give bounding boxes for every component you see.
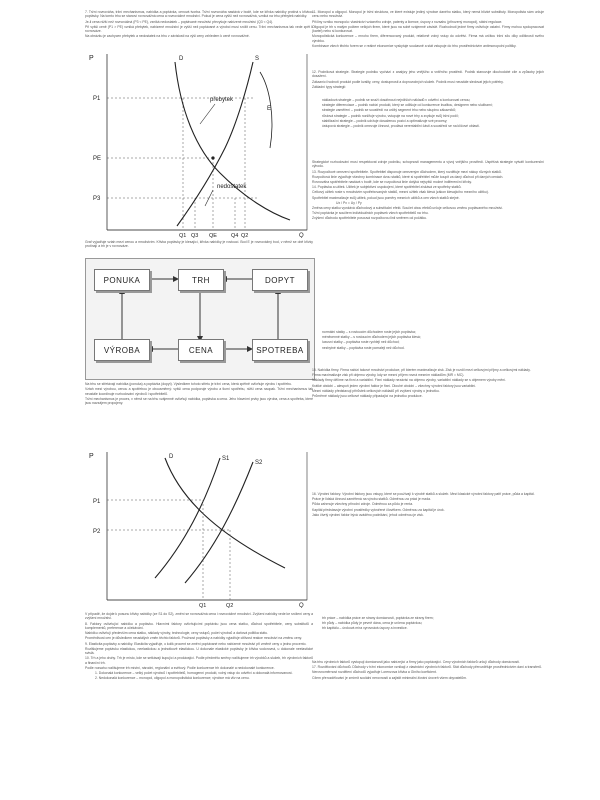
paragraph: Na trhu výrobních faktorů vystupují domácnosti jako nabízející a firmy jako poptávající. Ceny výrobních faktorů určují důchody domácností. <box>312 660 521 664</box>
surplus-pointer <box>200 104 215 124</box>
left-middle-text <box>85 382 313 444</box>
label-e: E <box>267 106 272 112</box>
paragraph: Jako čtvrtý výrobní faktor bývá uváděno podnikání, jehož odměnou je zisk. <box>312 512 424 517</box>
factor-market-list <box>312 616 544 656</box>
right-block-5 <box>312 492 544 612</box>
right-block-3 <box>312 160 544 328</box>
paragraph: Kombinace všech těchto forem se v reálné ekonomice vyskytuje současně a stát vstupuje do trhu prostřednictvím antimonopolní politiky. <box>312 44 517 49</box>
list-item: strategie zaměření – podnik se soustředí na určitý segment trhu nebo skupinu zákazníků; <box>322 108 457 113</box>
paragraph: Krátké období – alespoň jeden výrobní faktor je fixní. Dlouhé období – všechny výrobní faktory jsou variabilní. <box>312 383 477 388</box>
left-intro-text <box>85 10 313 46</box>
box-ponuka: PONUKA <box>94 269 150 291</box>
list-item: nákladová strategie – podnik se snaží dosáhnout nejnižších nákladů v odvětví a konkurovat cenou; <box>322 98 471 102</box>
tick-p1: P1 <box>93 96 101 102</box>
paragraph: Rozlišujeme poptávku elastickou, neelastickou a jednotkově elastickou. U dokonale elastické poptávky je křivka vodorovná, u dokonale neelastické svislá. <box>85 646 313 656</box>
list-item: normální statky – s rostoucím důchodem roste jejich poptávka; <box>322 330 416 334</box>
paragraph: Rozpočtová linie vyjadřuje všechny kombinace dvou statků, které si spotřebitel může koupit za daný důchod při daných cenách. <box>312 174 504 179</box>
tick-pe: PE <box>93 156 102 162</box>
paragraph: 16. Výrobní faktory. Výrobní faktory jsou vstupy, které se používají k výrobě statků a služeb. Mezi klasické výrobní faktory patří práce, půda a kapitál. <box>312 492 535 496</box>
paragraph: Rovnováha spotřebitele nastává v bodě, kde se rozpočtová linie dotýká nejvyšší možné indiferenční křivky. <box>312 180 472 185</box>
paragraph: Tržní poptávka je součtem individuálních poptávek všech spotřebitelů na trhu. <box>312 211 429 216</box>
list-item: strategie diferenciace – podnik nabízí produkt, který se odlišuje od konkurence kvalitou, designem nebo službami; <box>322 103 493 108</box>
label-shortage: nedostatek <box>217 184 247 190</box>
demand-curve <box>175 62 290 220</box>
box-trh: TRH <box>178 269 224 291</box>
tick-p3: P3 <box>93 196 101 202</box>
paragraph: Monopolistická konkurence – mnoho firem, diferencovaný produkt, relativně volný vstup do odvětví. Firma má určitou tržní sílu díky odlišnosti svého výrobku. <box>312 34 544 43</box>
box-spotreba: SPOTREBA <box>252 339 308 361</box>
list-item: trh práce – nabídka práce ze strany domácností, poptávka ze strany firem; <box>322 616 434 620</box>
paragraph: Zvýšení důchodu spotřebitele posouvá rozpočtovou linii směrem od počátku. <box>312 216 427 221</box>
paragraph: Oligopol je trh s malým počtem velkých firem, které jsou na sobě vzájemně závislé. Rozhodnutí jedné firmy ovlivňuje ostatní. Firmy mohou spolupracovat (kartel) nebo si konkurovat. <box>312 24 544 34</box>
tick-q1: Q1 <box>179 233 187 238</box>
box-vyroba: VÝROBA <box>94 339 150 361</box>
right-block-2 <box>312 70 544 96</box>
left-caption-1 <box>85 240 313 254</box>
supply-curve <box>177 62 253 226</box>
supply-shift-graph <box>85 448 313 608</box>
paragraph: Vztah mezi výrobou, cenou a spotřebou je obousměrný: vyšší cena podporuje výrobu a tlumí spotřebu, nižší cena naopak. Tržní mechanismus tak neustále koordinuje rozhodování výrobců i spotřebitelů. <box>85 387 313 396</box>
graph-1-svg <box>85 48 313 238</box>
graph-2-svg <box>85 448 313 608</box>
axis-q-label: Q <box>299 233 304 238</box>
right-block-1 <box>312 10 544 68</box>
paragraph: Tržní mechanismus je proces, v němž se na trhu vzájemně ovlivňují nabídka, poptávka a cena. Jeho hlavními prvky jsou výroba, cena a spotřeba, které jsou navzájem propojeny. <box>85 396 313 406</box>
demand-curve <box>165 458 285 568</box>
list-item: trh půdy – nabídka půdy je pevně dána, cena je určena poptávkou; <box>322 621 423 626</box>
paragraph: Nerovnoměrnost rozdělení důchodů vyjadřuje Lorenzova křivka a Giniho koeficient. <box>312 670 437 675</box>
tick-q1: Q1 <box>199 603 207 608</box>
paragraph: Podle rozsahu rozlišujeme trh místní, národní, regionální a světový. Podle konkurence trh dokonalé a nedokonalé konkurence. <box>85 666 275 671</box>
label-d: D <box>179 56 184 62</box>
paragraph: 1. Dokonalá konkurence – velký počet výrobců i spotřebitelů, homogenní produkt, volný vstup do odvětví a dokonalá informovanost. <box>95 671 293 676</box>
paragraph: 12. Podniková strategie. Strategie podniku vychází z analýzy jeho vnějšího a vnitřního prostředí. Podnik stanovuje dlouhodobé cíle a způsoby jejich dosažení. <box>312 70 544 79</box>
list-item: luxusní statky – poptávka roste rychleji než důchod; <box>322 340 400 345</box>
paragraph: Spotřebitel maximalizuje svůj užitek, pokud jsou poměry mezních užitků a cen všech statků stejné. <box>312 195 460 200</box>
paragraph: Práce je lidská činnost zaměřená na výrobu statků. Odměnou za práci je mzda. <box>312 497 431 502</box>
paragraph: 13. Rozpočtové omezení spotřebitele. Spotřebitel disponuje omezeným důchodem, který rozděluje mezi nákup různých statků. <box>312 169 502 174</box>
paragraph: 11. Monopol a oligopol. Monopol je tržní struktura, ve které existuje jediný výrobce daného statku, který nemá blízké substituty. Monopolista sám určuje cenu nebo množství. <box>312 10 544 19</box>
list-item: trh kapitálu – úroková míra vyrovnává úspory a investice. <box>322 626 408 631</box>
paragraph: Proměnlivost cen je důsledkem neustálých změn těchto faktorů. Pružnost poptávky a nabídky vyjadřuje citlivost reakce množství na změnu ceny. <box>85 636 303 641</box>
goods-list <box>312 330 544 364</box>
paragraph: Firma maximalizuje zisk při objemu výroby, kdy se mezní příjem rovná mezním nákladům (MR = MC). <box>312 373 465 378</box>
formula: Ux / Px = Uy / Py <box>336 200 362 205</box>
list-item: růstová strategie – podnik rozšiřuje výrobu, vstupuje na nové trhy a zvyšuje svůj tržní podíl; <box>322 113 459 118</box>
paragraph: Příčiny vzniku monopolu: vlastnictví vzácného zdroje, patenty a licence, úspory z rozsahu (přirozený monopol), státní regulace. <box>312 19 503 24</box>
list-item: stabilizační strategie – podnik udržuje dosaženou pozici a optimalizuje své procesy; <box>322 118 448 123</box>
paragraph: Nabídku ovlivňují především cena statku, náklady výroby, technologie, ceny vstupů, počet výrobců a daňová politika státu. <box>85 631 268 636</box>
tick-qe: QE <box>209 233 217 238</box>
paragraph: Náklady firmy dělíme na fixní a variabilní. Fixní náklady nezávisí na objemu výroby, variabilní náklady se s objemem výroby mění. <box>312 378 507 383</box>
strategy-list <box>312 98 544 158</box>
supply-curve-s2 <box>185 462 253 583</box>
frame <box>107 452 307 600</box>
paragraph: V případě, že dojde k posunu křivky nabídky (ze S1 do S2), změní se rovnovážná cena i rovnovážné množství. Zvýšení nabídky vede ke snížení ceny a zvýšení množství. <box>85 612 313 621</box>
box-cena: CENA <box>178 339 224 361</box>
frame <box>107 54 307 230</box>
paragraph: Kapitál představuje výrobní prostředky vytvořené člověkem. Odměnou za kapitál je úrok. <box>312 507 445 512</box>
tick-q2: Q2 <box>241 233 249 238</box>
list-item: ústupová strategie – podnik omezuje činnost, prodává nerentabilní části a soustředí se na klíčové oblasti. <box>322 124 480 129</box>
paragraph: 2. Nedokonalá konkurence – monopol, oligopol a monopolistická konkurence; výrobce má vliv na cenu. <box>95 676 250 681</box>
paragraph: 9. Elasticita poptávky a nabídky. Elasticita vyjadřuje, o kolik procent se změní poptávané nebo nabízené množství při změně ceny o jedno procento. <box>85 641 307 646</box>
paragraph: Základní typy strategií: <box>312 84 347 89</box>
paragraph: Průměrné náklady jsou celkové náklady připadající na jednotku produkce. <box>312 394 423 399</box>
list-item: nezbytné statky – poptávka roste pomaleji než důchod. <box>322 345 405 350</box>
paragraph: Celkový užitek roste s množstvím spotřebovaných statků, mezní užitek však klesá (zákon klesajícího mezního užitku). <box>312 190 489 195</box>
paragraph: 15. Nabídka firmy. Firma nabízí takové množství produkce, při kterém maximalizuje zisk. Zisk je rozdíl mezi celkovými příjmy a celkovými náklady. <box>312 368 531 372</box>
equilibrium-point <box>211 156 214 159</box>
paragraph: Zákazníci hodnotí produkt podle kvality, ceny, dostupnosti a doprovodných služeb. Podnik musí neustále sledovat jejich potřeby. <box>312 79 504 84</box>
paragraph: Je-li cena nižší než rovnovážná (P3 < PE), vzniká nedostatek – poptávané množství převyšuje nabízené množství (Q3 < Q4). <box>85 19 274 24</box>
paragraph: Mezní náklady představují přírůstek celkových nákladů při zvýšení výroby o jednotku. <box>312 388 440 393</box>
paragraph: Cílem přerozdělování je zmírnit sociální nerovnosti a zajistit minimální životní úroveň všem obyvatelům. <box>312 675 467 680</box>
paragraph: Půda zahrnuje všechny přírodní zdroje. Odměnou za půdu je renta. <box>312 502 414 507</box>
paragraph: 7. Tržní rovnováha, tržní mechanismus, nabídka a poptávka, cenová tvorba. Tržní rovnováha nastává v bodě, kde se křivka nabídky protíná s křivkou poptávky. Na tomto trhu se stanoví rovnovážná cena a rovnovážné množství. Pokud je cena vyšší než rovnovážná, vzniká na trhu přebytek nabídky. <box>85 10 313 19</box>
label-d: D <box>169 454 174 460</box>
left-bottom-text <box>85 612 313 792</box>
label-s2: S2 <box>255 460 263 466</box>
label-s: S <box>255 56 260 62</box>
market-flow-diagram <box>85 258 315 380</box>
paragraph: 8. Faktory ovlivňující nabídku a poptávku. Hlavními faktory ovlivňujícími poptávku jsou cena statku, důchod spotřebitele, ceny substitutů a komplementů, preference a očekávání. <box>85 621 313 631</box>
paragraph: Při vyšší ceně (P1 > PE) vzniká přebytek, nabízené množství je vyšší než poptávané a výrobci musí snížit cenu. Tržní mechanismus tak vede zpět k rovnováze. <box>85 24 313 34</box>
paragraph: 17. Rozdělování důchodů. Důchody v tržní ekonomice vznikají z vlastnictví výrobních faktorů. Stát důchody přerozděluje prostřednictvím daní a transferů. <box>312 665 542 670</box>
paragraph: Na trhu se střetávají nabídka (ponuka) a poptávka (dopyt). Výsledkem tohoto střetu je tržní cena, která zpětně ovlivňuje výrobu i spotřebu. <box>85 382 292 386</box>
paragraph: 14. Poptávka a užitek. Užitek je subjektivní uspokojení, které spotřebitel získává ze spotřeby statků. <box>312 185 462 190</box>
right-block-4 <box>312 368 544 488</box>
tick-q3: Q3 <box>191 233 199 238</box>
label-s1: S1 <box>222 456 230 462</box>
tick-p1: P1 <box>93 499 101 505</box>
supply-demand-graph-1 <box>85 48 313 238</box>
axis-p-label: P <box>89 55 94 62</box>
list-item: méněcenné statky – s rostoucím důchodem jejich poptávka klesá; <box>322 335 421 340</box>
paragraph: Na obrázku je zachycen přebytek a nedostatek na trhu v závislosti na výši ceny vzhledem k ceně rovnovážné. <box>85 34 250 39</box>
tick-p2: P2 <box>93 529 101 535</box>
axis-p-label: P <box>89 453 94 460</box>
paragraph: Strategické rozhodování musí respektovat zdroje podniku, schopnosti managementu a vývoj vnějšího prostředí. Úspěšná strategie vytváří konkurenční výhodu. <box>312 160 544 169</box>
paragraph: Změna ceny statku vyvolává důchodový a substituční efekt. Součet obou efektů určuje celkovou změnu poptávaného množství. <box>312 206 504 211</box>
tick-q4: Q4 <box>231 233 239 238</box>
paragraph: Graf vyjadřuje vztah mezi cenou a množstvím. Křivka poptávky je klesající, křivka nabídky je rostoucí. Bod E je rovnovážný bod, v němž se obě křivky protínají a trh je v rovnováze. <box>85 240 313 249</box>
label-surplus: přebytek <box>210 97 234 103</box>
tick-q2: Q2 <box>226 603 234 608</box>
right-block-6 <box>312 660 544 792</box>
axis-q-label: Q <box>299 603 304 608</box>
box-dopyt: DOPYT <box>252 269 308 291</box>
paragraph: 10. Trh a jeho druhy. Trh je místo, kde se setkávají kupující a prodávající. Podle předmětu směny rozlišujeme trh výrobků a služeb, trh výrobních faktorů a finanční trh. <box>85 656 313 665</box>
supply-curve-s1 <box>155 458 220 578</box>
